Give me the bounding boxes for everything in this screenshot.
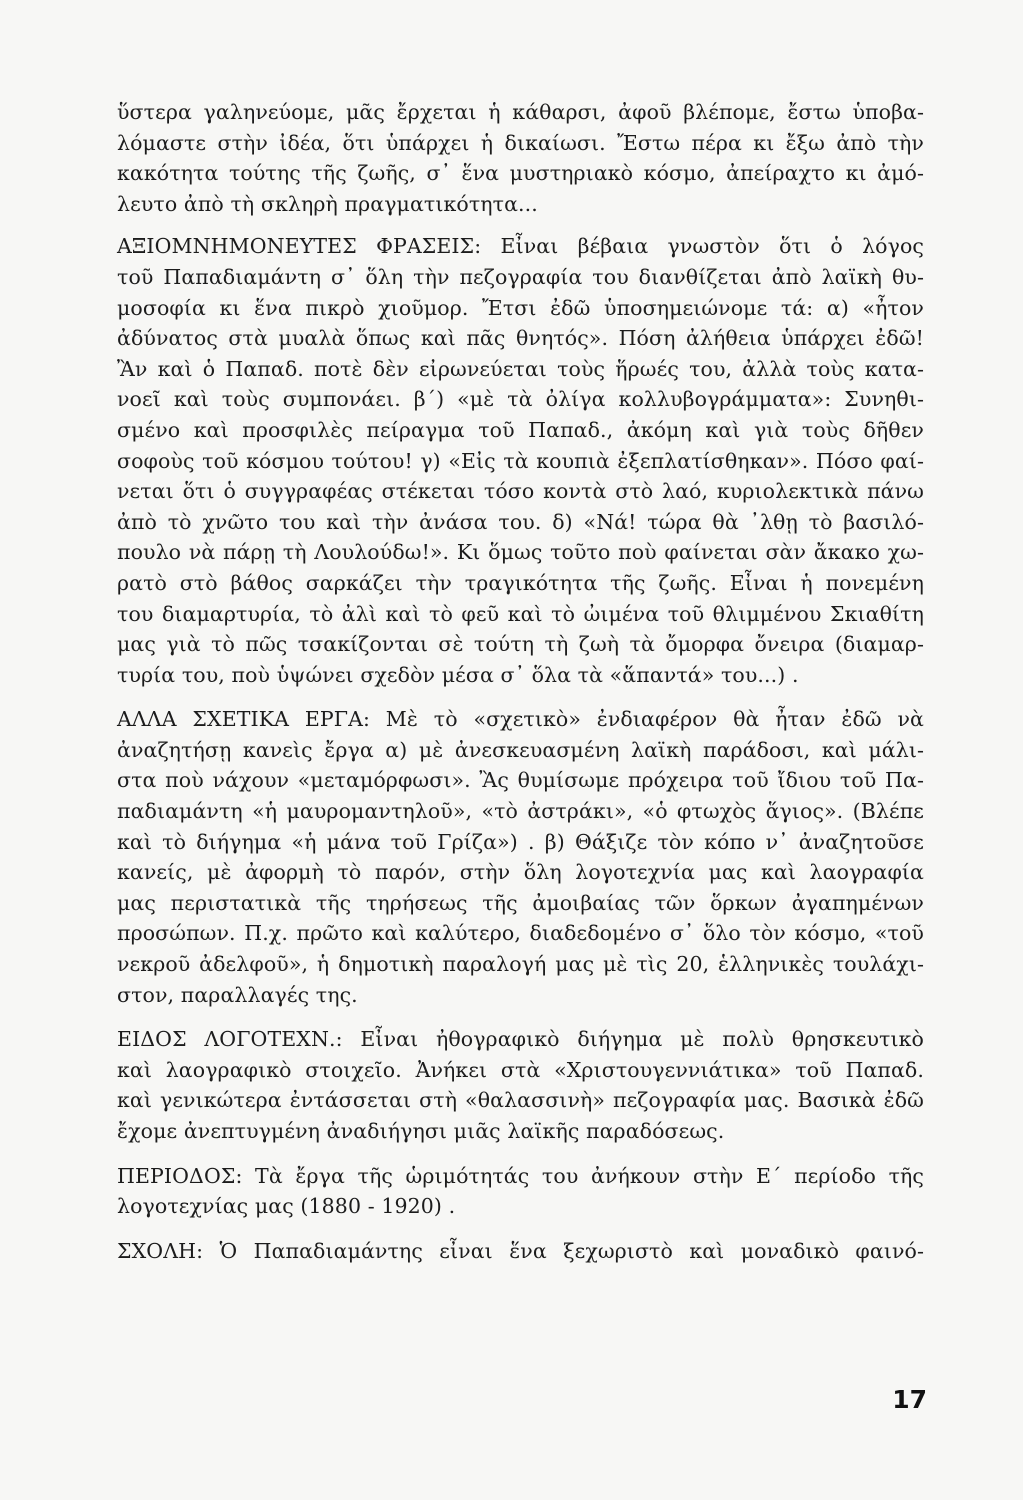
text-line: ὕστερα γαληνεύομε, μᾶς ἔρχεται ἡ κάθαρσι, ἀφοῦ βλέπομε, ἔστω ὑποβα- — [117, 100, 924, 124]
text-line: ἀπὸ τὸ χνῶτο του καὶ τὴν ἀνάσα του. δ) «Νά! τώρα θὰ ᾽λθῃ τὸ βασιλό- — [117, 509, 924, 534]
text-line: μοσοφία κι ἕνα πικρὸ χιοῦμορ. Ἔτσι ἐδῶ ὑποσημειώνομε τά: α) «ἦτον — [117, 295, 924, 320]
paragraph-intro — [117, 97, 924, 219]
text-line: ἀναζητήσῃ κανεὶς ἔργα α) μὲ ἀνεσκευασμένη λαϊκὴ παράδοσι, καὶ μάλι- — [117, 737, 924, 762]
paragraph-period — [117, 1161, 924, 1222]
text-line: προσώπων. Π.χ. πρῶτο καὶ καλύτερο, διαδεδομένο σ᾽ ὅλο τὸν κόσμο, «τοῦ — [117, 921, 924, 946]
text-line: μας περιστατικὰ τῆς τηρήσεως τῆς ἀμοιβαίας τῶν ὅρκων ἀγαπημένων — [117, 890, 924, 915]
text-line: παδιαμάντη «ἡ μαυρομαντηλοῦ», «τὸ ἀστράκι», «ὁ φτωχὸς ἅγιος». (Βλέπε — [117, 799, 924, 824]
text-line: λόμαστε στὴν ἰδέα, ὅτι ὑπάρχει ἡ δικαίωσι. Ἔστω πέρα κι ἔξω ἀπὸ τὴν — [117, 130, 924, 155]
text-line: του διαμαρτυρία, τὸ ἀλὶ καὶ τὸ φεῦ καὶ τὸ ὠιμένα τοῦ θλιμμένου Σκιαθίτη — [117, 601, 924, 626]
text-line: καὶ λαογραφικὸ στοιχεῖο. Ἀνήκει στὰ «Χριστουγεννιάτικα» τοῦ Παπαδ. — [117, 1057, 924, 1082]
text-line: κανείς, μὲ ἀφορμὴ τὸ παρόν, στὴν ὅλη λογοτεχνία μας καὶ λαογραφία — [117, 860, 924, 885]
text-line: ΑΞΙΟΜΝΗΜΟΝΕΥΤΕΣ ΦΡΑΣΕΙΣ: Εἶναι βέβαια γνωστὸν ὅτι ὁ λόγος — [117, 234, 924, 259]
text-line: ρατὸ στὸ βάθος σαρκάζει τὴν τραγικότητα τῆς ζωῆς. Εἶναι ἡ πονεμένη — [117, 570, 924, 595]
paragraph-memorable-phrases — [117, 231, 924, 690]
text-line: ΣΧΟΛΗ: Ὁ Παπαδιαμάντης εἶναι ἕνα ξεχωριστὸ καὶ μοναδικὸ φαινό- — [117, 1238, 924, 1263]
text-line: μας γιὰ τὸ πῶς τσακίζονται σὲ τούτη τὴ ζωὴ τὰ ὄμορφα ὄνειρα (διαμαρ- — [117, 632, 924, 657]
text-line: νεται ὅτι ὁ συγγραφέας στέκεται τόσο κοντὰ στὸ λαό, κυριολεκτικὰ πάνω — [117, 479, 924, 504]
text-line: ΑΛΛΑ ΣΧΕΤΙΚΑ ΕΡΓΑ: Μὲ τὸ «σχετικὸ» ἐνδιαφέρον θὰ ἦταν ἐδῶ νὰ — [117, 707, 924, 732]
text-line: στον, παραλλαγές της. — [117, 982, 358, 1007]
text-line: ἔχομε ἀνεπτυγμένη ἀναδιήγησι μιᾶς λαϊκῆς παραδόσεως. — [117, 1119, 725, 1143]
paragraph-genre — [117, 1024, 924, 1146]
text-line: καὶ τὸ διήγημα «ἡ μάνα τοῦ Γρίζα») . β) Θάξιζε τὸν κόπο ν᾽ ἀναζητοῦσε — [117, 829, 924, 854]
text-line: ἀδύνατος στὰ μυαλὰ ὅπως καὶ πᾶς θνητός». Πόση ἀλήθεια ὑπάρχει ἐδῶ! — [117, 326, 924, 351]
text-line: σοφοὺς τοῦ κόσμου τούτου! γ) «Εἰς τὰ κουπιὰ ἐξεπλατίσθηκαν». Πόσο φαί- — [117, 448, 924, 473]
text-line: νοεῖ καὶ τοὺς συμπονάει. β΄) «μὲ τὰ ὀλίγα κολλυβογράμματα»: Συνηθι- — [117, 387, 924, 412]
text-line: κακότητα τούτης τῆς ζωῆς, σ᾽ ἕνα μυστηριακὸ κόσμο, ἀπείραχτο κι ἀμό- — [117, 161, 924, 186]
text-line: λευτο ἀπὸ τὴ σκληρὴ πραγματικότητα... — [117, 191, 538, 216]
paragraph-school — [117, 1236, 924, 1267]
text-line: τοῦ Παπαδιαμάντη σ᾽ ὅλη τὴν πεζογραφία του διανθίζεται ἀπὸ λαϊκὴ θυ- — [117, 264, 924, 289]
text-line: καὶ γενικώτερα ἐντάσσεται στὴ «θαλασσινὴ» πεζογραφία μας. Βασικὰ ἐδῶ — [117, 1088, 924, 1113]
text-line: ΕΙΔΟΣ ΛΟΓΟΤΕΧΝ.: Εἶναι ἠθογραφικὸ διήγημα μὲ πολὺ θρησκευτικὸ — [117, 1027, 924, 1052]
text-line: τυρία του, ποὺ ὑψώνει σχεδὸν μέσα σ᾽ ὅλα τὰ «ἅπαντά» του...) . — [117, 662, 799, 687]
text-line: λογοτεχνίας μας (1880 - 1920) . — [117, 1194, 456, 1219]
text-line: νεκροῦ ἀδελφοῦ», ἡ δημοτικὴ παραλογή μας μὲ τὶς 20, ἑλληνικὲς τουλάχι- — [117, 952, 924, 977]
text-line: σμένο καὶ προσφιλὲς πείραγμα τοῦ Παπαδ., ἀκόμη καὶ γιὰ τοὺς δῆθεν — [117, 417, 924, 442]
text-line: ΠΕΡΙΟΔΟΣ: Τὰ ἔργα τῆς ὡριμότητάς του ἀνήκουν στὴν Ε΄ περίοδο τῆς — [117, 1163, 924, 1188]
page-number: 17 — [892, 1385, 927, 1414]
paragraph-related-works — [117, 704, 924, 1010]
page-body — [117, 97, 924, 1280]
text-line: πουλο νὰ πάρῃ τὴ Λουλούδω!». Κι ὅμως τοῦτο ποὺ φαίνεται σὰν ἄκακο χω- — [117, 540, 924, 565]
text-line: στα ποὺ νάχουν «μεταμόρφωσι». Ἂς θυμίσωμε πρόχειρα τοῦ ἴδιου τοῦ Πα- — [117, 768, 924, 793]
text-line: Ἂν καὶ ὁ Παπαδ. ποτὲ δὲν εἰρωνεύεται τοὺς ἥρωές του, ἀλλὰ τοὺς κατα- — [117, 356, 924, 381]
